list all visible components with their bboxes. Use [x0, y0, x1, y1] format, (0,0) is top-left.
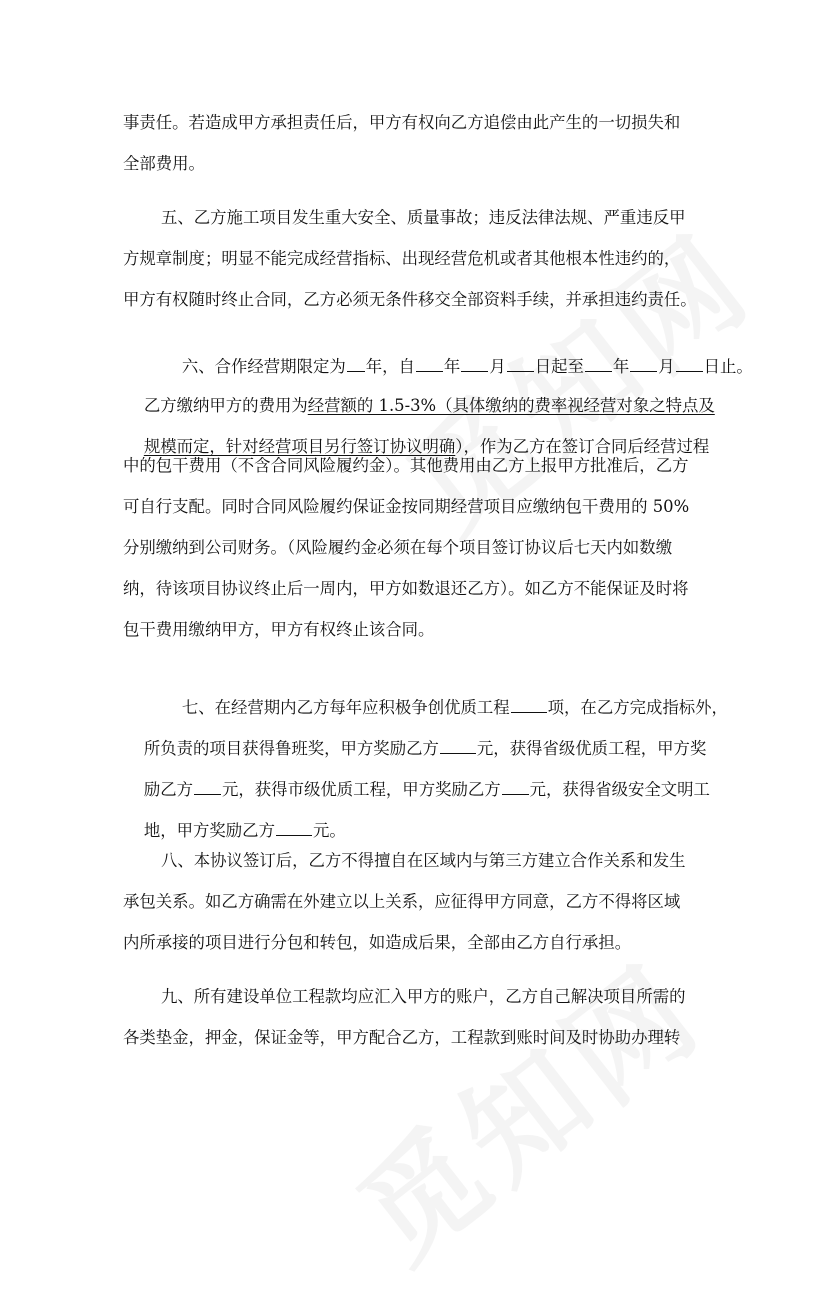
clause-text: 元。 — [312, 821, 346, 840]
paragraph-line: 各类垫金，押金，保证金等，甲方配合乙方，工程款到账时间及时协助办理转 — [123, 1028, 681, 1047]
blank-field — [416, 354, 443, 372]
clause-text: 六、合作经营期限定为 — [181, 357, 346, 376]
paragraph-line: 纳，待该项目协议终止后一周内，甲方如数退还乙方）。如乙方不能保证及时将 — [123, 579, 689, 598]
clause-text: 年 — [443, 357, 461, 376]
paragraph-line: 九、所有建设单位工程款均应汇入甲方的账户，乙方自己解决项目所需的 — [161, 987, 686, 1006]
paragraph-line: 八、本协议签订后，乙方不得擅自在区域内与第三方建立合作关系和发生 — [161, 851, 686, 870]
paragraph-line: 中的包干费用（不含合同风险履约金）。其他费用由乙方上报甲方批准后，乙方 — [123, 456, 689, 475]
clause-text: 元，获得省级安全文明工 — [529, 780, 710, 799]
underlined-text: 规模而定，针对经营项目另行签订协议明确 — [143, 437, 456, 456]
blank-field — [461, 354, 488, 372]
paragraph-line: 事责任。若造成甲方承担责任后，甲方有权向乙方追偿由此产生的一切损失和 — [123, 113, 681, 132]
paragraph-line: 方规章制度；明显不能完成经营指标、出现经营危机或者其他根本性违约的， — [123, 249, 681, 268]
blank-field — [676, 354, 703, 372]
clause-text: 月 — [489, 357, 506, 376]
clause-text: ），作为乙方在签订合同后经营过程 — [455, 437, 710, 456]
clause-text: 所负责的项目获得鲁班奖，甲方奖励乙方 — [143, 739, 439, 758]
clause-text: 元，获得市级优质工程，甲方奖励乙方 — [222, 780, 501, 799]
paragraph-line: 承包关系。如乙方确需在外建立以上关系，应征得甲方同意，乙方不得将区域 — [123, 892, 681, 911]
paragraph-line: 五、乙方施工项目发生重大安全、质量事故；违反法律法规、严重违反甲 — [161, 208, 686, 227]
clause-text: 励乙方 — [143, 780, 194, 799]
paragraph-line: 分别缴纳到公司财务。（风险履约金必须在每个项目签订协议后七天内如数缴 — [123, 538, 673, 557]
clause-text: 日止。 — [703, 357, 753, 376]
clause-text: 七、在经营期内乙方每年应积极争创优质工程 — [181, 698, 510, 717]
paragraph-line: 全部费用。 — [123, 154, 205, 173]
blank-field — [511, 695, 547, 713]
blank-field — [276, 818, 312, 836]
clause-text: 月 — [658, 357, 675, 376]
blank-field — [440, 736, 476, 754]
blank-field — [585, 354, 612, 372]
clause-text: 元，获得省级优质工程，甲方奖 — [476, 739, 707, 758]
blank-field — [630, 354, 657, 372]
clause-text: 年 — [612, 357, 630, 376]
paragraph-line: 包干费用缴纳甲方，甲方有权终止该合同。 — [123, 620, 435, 639]
clause-text: 日起至 — [534, 357, 584, 376]
paragraph-line: 内所承接的项目进行分包和转包，如造成后果，全部由乙方自行承担。 — [123, 933, 632, 952]
paragraph-line: 甲方有权随时终止合同，乙方必须无条件移交全部资料手续，并承担违约责任。 — [123, 290, 697, 309]
underlined-text: 经营额的 1.5-3%（具体缴纳的费率视经营对象之特点及 — [307, 396, 715, 415]
clause-text: 项，在乙方完成指标外， — [547, 698, 728, 717]
blank-field — [347, 354, 365, 372]
blank-field — [502, 777, 529, 795]
clause-text: 地，甲方奖励乙方 — [143, 821, 275, 840]
watermark — [318, 918, 731, 1294]
blank-field — [194, 777, 221, 795]
clause-text: 年，自 — [365, 357, 415, 376]
blank-field — [507, 354, 534, 372]
paragraph-line: 可自行支配。同时合同风险履约保证金按同期经营项目应缴纳包干费用的 50% — [123, 497, 690, 516]
clause-text: 乙方缴纳甲方的费用为 — [143, 396, 308, 415]
